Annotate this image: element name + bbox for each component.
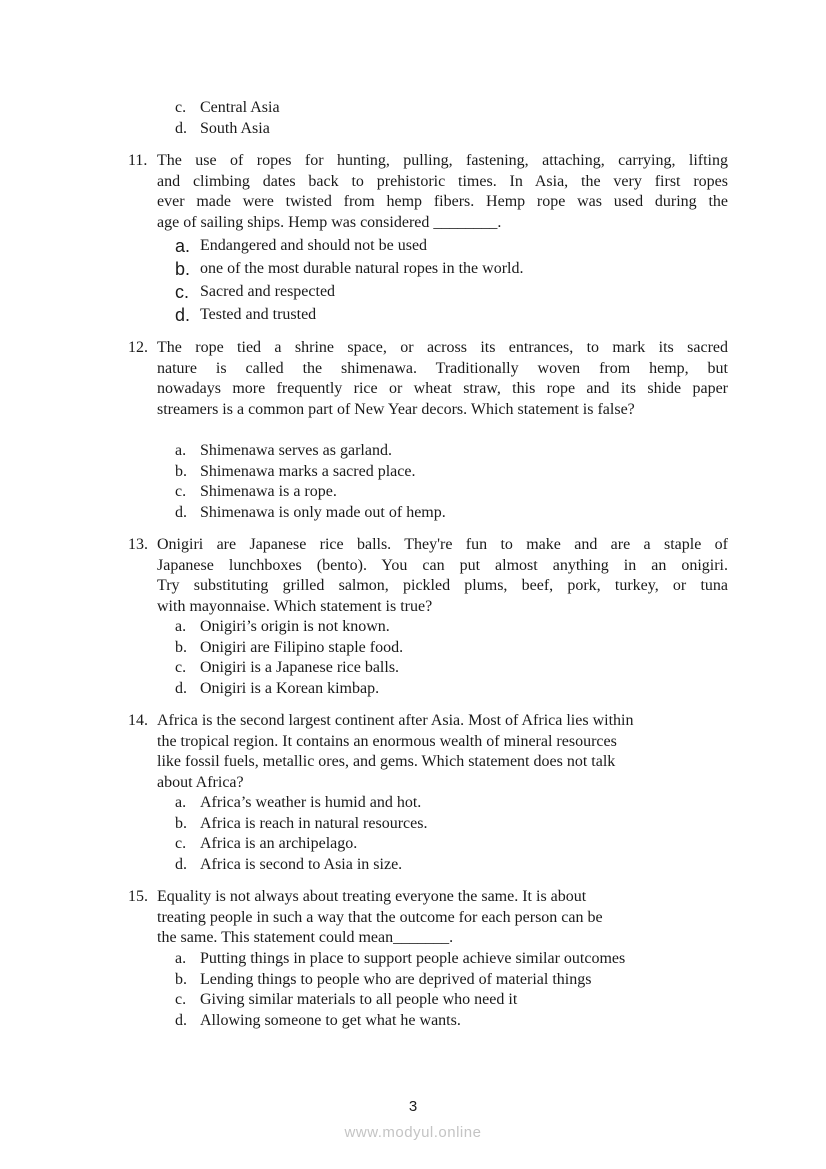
- question-number: 14.: [128, 712, 148, 729]
- option-letter: b.: [175, 814, 187, 832]
- option-text: Africa is reach in natural resources.: [200, 814, 428, 832]
- question-number: 13.: [128, 536, 148, 553]
- question-stem-line: with mayonnaise. Which statement is true?: [157, 597, 433, 615]
- question-stem-line: Onigiri are Japanese rice balls. They're fun to make and are a staple of: [157, 536, 728, 553]
- option-text: Africa is second to Asia in size.: [200, 855, 403, 873]
- option-text: Onigiri’s origin is not known.: [200, 618, 390, 635]
- option-letter: d.: [175, 305, 191, 325]
- question-stem-line: The use of ropes for hunting, pulling, fastening, attaching, carrying, lifting: [157, 152, 728, 169]
- option-text: Endangered and should not be used: [200, 237, 428, 254]
- question-stem-line: the same. This statement could mean_______.: [157, 929, 454, 946]
- question-stem-line: and climbing dates back to prehistoric times. In Asia, the very first ropes: [157, 172, 728, 190]
- option-text: Allowing someone to get what he wants.: [200, 1011, 461, 1029]
- option-letter: b.: [175, 462, 187, 480]
- question-stem-line: nowadays more frequently rice or wheat straw, this rope and its shide paper: [157, 380, 728, 397]
- question-stem-line: streamers is a common part of New Year decors. Which statement is false?: [157, 400, 635, 418]
- question-stem-line: about Africa?: [157, 773, 244, 791]
- option-text: Putting things in place to support people achieve similar outcomes: [200, 950, 626, 967]
- question-stem-line: nature is called the shimenawa. Traditionally woven from hemp, but: [157, 359, 728, 377]
- option-text: South Asia: [200, 120, 270, 137]
- question-stem-line: the tropical region. It contains an enormous wealth of mineral resources: [157, 732, 617, 750]
- option-text: Lending things to people who are deprived of material things: [200, 970, 592, 988]
- option-letter: b.: [175, 638, 187, 656]
- option-text: Shimenawa is a rope.: [200, 483, 337, 501]
- option-text: Giving similar materials to all people who need it: [200, 991, 518, 1009]
- option-letter: c.: [175, 99, 187, 116]
- option-text: Onigiri are Filipino staple food.: [200, 638, 404, 656]
- option-letter: a.: [175, 442, 187, 459]
- watermark: www.modyul.online: [344, 1124, 482, 1141]
- option-letter: b.: [175, 259, 191, 279]
- option-letter: c.: [175, 282, 190, 302]
- option-letter: a.: [175, 618, 187, 635]
- option-letter: d.: [175, 1011, 187, 1029]
- question-stem-line: ever made were twisted from hemp fibers. Hemp rope was used during the: [157, 193, 728, 210]
- option-letter: a.: [175, 950, 187, 967]
- option-text: Tested and trusted: [200, 306, 317, 323]
- question-stem-line: The rope tied a shrine space, or across its entrances, to mark its sacred: [157, 339, 728, 356]
- option-letter: b.: [175, 970, 187, 988]
- option-text: Africa’s weather is humid and hot.: [200, 794, 422, 811]
- question-number: 15.: [128, 888, 148, 905]
- question-stem-line: Equality is not always about treating everyone the same. It is about: [157, 888, 587, 905]
- option-letter: c.: [175, 991, 187, 1009]
- question-stem-line: treating people in such a way that the outcome for each person can be: [157, 908, 603, 926]
- option-text: Africa is an archipelago.: [200, 835, 358, 853]
- option-letter: c.: [175, 835, 187, 853]
- page-number: 3: [408, 1098, 418, 1115]
- option-text: Sacred and respected: [200, 283, 336, 300]
- option-text: Onigiri is a Japanese rice balls.: [200, 659, 400, 677]
- question-stem-line: Try substituting grilled salmon, pickled plums, beef, pork, turkey, or tuna: [157, 577, 728, 594]
- option-text: Onigiri is a Korean kimbap.: [200, 679, 380, 697]
- option-letter: d.: [175, 855, 187, 873]
- question-stem-line: Japanese lunchboxes (bento). You can put almost anything in an onigiri.: [157, 556, 728, 574]
- option-letter: d.: [175, 120, 187, 137]
- question-stem-line: like fossil fuels, metallic ores, and gems. Which statement does not talk: [157, 753, 616, 770]
- option-text: Shimenawa is only made out of hemp.: [200, 503, 446, 521]
- option-letter: d.: [175, 503, 187, 521]
- question-stem-line: Africa is the second largest continent after Asia. Most of Africa lies within: [157, 712, 634, 729]
- option-letter: c.: [175, 659, 187, 677]
- question-number: 12.: [128, 339, 148, 356]
- option-text: Central Asia: [200, 99, 280, 116]
- option-text: one of the most durable natural ropes in the world.: [200, 260, 524, 277]
- option-text: Shimenawa marks a sacred place.: [200, 462, 416, 480]
- option-letter: a.: [175, 236, 191, 256]
- option-letter: c.: [175, 483, 187, 501]
- question-number: 11.: [128, 152, 148, 169]
- question-stem-line: age of sailing ships. Hemp was considered ________.: [157, 213, 502, 231]
- option-text: Shimenawa serves as garland.: [200, 442, 392, 459]
- option-letter: d.: [175, 679, 187, 697]
- option-letter: a.: [175, 794, 187, 811]
